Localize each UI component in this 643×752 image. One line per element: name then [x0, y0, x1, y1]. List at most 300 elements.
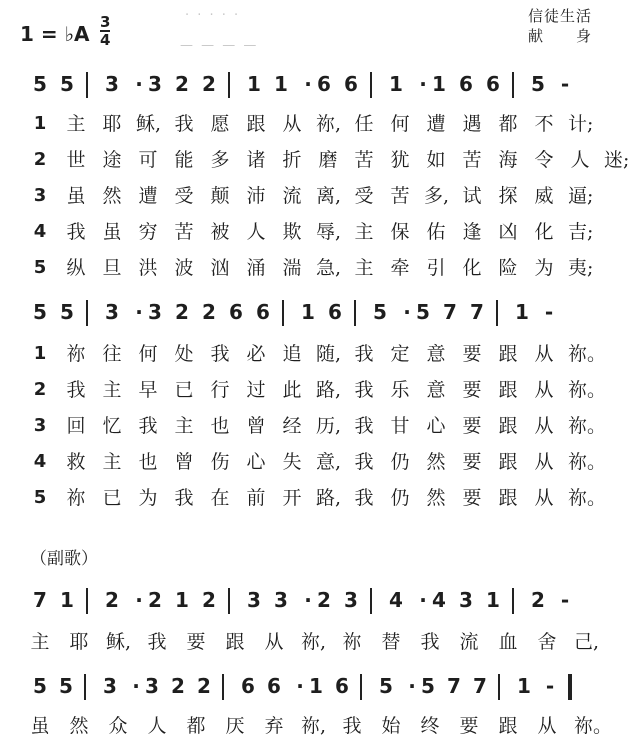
barline — [370, 72, 372, 98]
lyric-syllable: 遭 — [426, 113, 446, 135]
lyric-syllable: 跟 — [498, 487, 518, 509]
lyric-syllable: 何 — [138, 343, 158, 365]
note: 6 — [335, 674, 349, 698]
note: 7 — [33, 588, 47, 612]
barline — [86, 72, 88, 98]
lyric-syllable: 主 — [102, 379, 122, 401]
lyric-syllable: 为 — [534, 257, 554, 279]
lyric-syllable: 遇 — [462, 113, 482, 135]
lyric-row — [28, 378, 628, 402]
dot-mark: · — [419, 72, 427, 96]
barline — [282, 300, 284, 326]
lyric-syllable: 失 — [282, 451, 302, 473]
note: 3 — [105, 72, 119, 96]
note: 1 — [175, 588, 189, 612]
notation-row — [28, 674, 628, 698]
lyric-syllable: 受 — [354, 185, 374, 207]
note: 5 — [33, 72, 47, 96]
lyric-syllable: 为 — [138, 487, 158, 509]
lyric-syllable: 试 — [462, 185, 482, 207]
note: 6 — [267, 674, 281, 698]
lyric-syllable: 从 — [534, 343, 554, 365]
lyric-syllable: 夷; — [568, 257, 594, 279]
lyric-syllable: 血 — [498, 631, 518, 653]
lyric-syllable: 祢。 — [568, 487, 607, 509]
note: 4 — [389, 588, 403, 612]
lyric-syllable: 回 — [66, 415, 86, 437]
lyric-syllable: 险 — [498, 257, 518, 279]
lyric-syllable: 舍 — [537, 631, 557, 653]
lyric-syllable: 折 — [282, 149, 302, 171]
note: 2 — [531, 588, 545, 612]
lyric-syllable: 行 — [210, 379, 230, 401]
lyric-syllable: 多, — [424, 185, 450, 207]
dot-mark: · — [135, 588, 143, 612]
lyric-syllable: 意 — [426, 379, 446, 401]
lyric-syllable: 跟 — [498, 379, 518, 401]
lyric-syllable: 祢, — [301, 631, 327, 653]
lyric-syllable: 祢 — [66, 487, 86, 509]
lyric-syllable: 跟 — [498, 715, 518, 737]
lyric-syllable: 我 — [420, 631, 440, 653]
lyric-syllable: 遭 — [138, 185, 158, 207]
lyric-row — [28, 148, 628, 172]
lyric-syllable: 汹 — [210, 257, 230, 279]
barline — [512, 72, 514, 98]
dot-mark: · — [135, 300, 143, 324]
lyric-syllable: 耶 — [102, 113, 122, 135]
lyric-syllable: 救 — [66, 451, 86, 473]
note: 6 — [344, 72, 358, 96]
barline — [360, 674, 362, 700]
lyric-syllable: 然 — [426, 487, 446, 509]
lyric-syllable: 祢。 — [568, 343, 607, 365]
note: 5 — [60, 300, 74, 324]
verse-number: 3 — [33, 185, 47, 206]
lyric-row — [28, 414, 628, 438]
lyric-syllable: 主 — [174, 415, 194, 437]
note: 6 — [459, 72, 473, 96]
lyric-syllable: 要 — [462, 343, 482, 365]
lyric-syllable: 从 — [537, 715, 557, 737]
note: 1 — [301, 300, 315, 324]
lyric-syllable: 旦 — [102, 257, 122, 279]
lyric-syllable: 沛 — [246, 185, 266, 207]
lyric-syllable: 威 — [534, 185, 554, 207]
lyric-syllable: 从 — [534, 415, 554, 437]
source-theme: 献 身 — [528, 27, 593, 45]
lyric-syllable: 苦 — [462, 149, 482, 171]
lyric-syllable: 纵 — [66, 257, 86, 279]
lyric-syllable: 稣, — [136, 113, 162, 135]
lyric-syllable: 往 — [102, 343, 122, 365]
note: 1 — [274, 72, 288, 96]
barline — [222, 674, 224, 700]
lyric-syllable: 跟 — [225, 631, 245, 653]
dot-mark: · — [296, 674, 304, 698]
lyric-syllable: 迷; — [604, 149, 630, 171]
lyric-syllable: 祢。 — [574, 715, 613, 737]
note: 5 — [379, 674, 393, 698]
lyric-syllable: 心 — [246, 451, 266, 473]
verse-number: 4 — [33, 221, 47, 242]
note: 2 — [171, 674, 185, 698]
lyric-syllable: 辱, — [316, 221, 342, 243]
barline — [370, 588, 372, 614]
note: 7 — [470, 300, 484, 324]
lyric-syllable: 要 — [462, 487, 482, 509]
note: 3 — [459, 588, 473, 612]
note: 2 — [175, 72, 189, 96]
lyric-syllable: 祢, — [316, 113, 342, 135]
notation-row — [28, 72, 628, 96]
lyric-syllable: 随, — [316, 343, 342, 365]
barline — [354, 300, 356, 326]
note: 3 — [274, 588, 288, 612]
lyric-syllable: 从 — [282, 113, 302, 135]
final-barline — [568, 674, 572, 700]
lyric-syllable: 令 — [534, 149, 554, 171]
lyric-syllable: 也 — [210, 415, 230, 437]
note: 2 — [202, 72, 216, 96]
lyric-syllable: 人 — [246, 221, 266, 243]
lyric-syllable: 从 — [534, 451, 554, 473]
note: 1 — [389, 72, 403, 96]
lyric-syllable: 保 — [390, 221, 410, 243]
lyric-syllable: 任 — [354, 113, 374, 135]
lyric-syllable: 苦 — [174, 221, 194, 243]
note: 3 — [145, 674, 159, 698]
lyric-syllable: 引 — [426, 257, 446, 279]
lyric-syllable: 都 — [186, 715, 206, 737]
verse-number: 1 — [33, 113, 47, 134]
note: 6 — [241, 674, 255, 698]
verse-number: 2 — [33, 379, 47, 400]
lyric-syllable: 要 — [462, 379, 482, 401]
lyric-syllable: 从 — [534, 379, 554, 401]
note: 1 — [309, 674, 323, 698]
lyric-syllable: 主 — [354, 257, 374, 279]
lyric-syllable: 我 — [147, 631, 167, 653]
lyric-syllable: 要 — [462, 415, 482, 437]
note: 5 — [60, 72, 74, 96]
lyric-syllable: 犹 — [390, 149, 410, 171]
time-signature — [100, 14, 110, 48]
lyric-syllable: 我 — [354, 343, 374, 365]
note: 5 — [416, 300, 430, 324]
lyric-syllable: 苦 — [354, 149, 374, 171]
lyric-syllable: 欺 — [282, 221, 302, 243]
lyric-syllable: 虽 — [30, 715, 50, 737]
note: 7 — [447, 674, 461, 698]
lyric-syllable: 急, — [316, 257, 342, 279]
lyric-syllable: 我 — [354, 451, 374, 473]
barline — [228, 72, 230, 98]
note: 1 — [517, 674, 531, 698]
dot-mark: · — [403, 300, 411, 324]
note: 5 — [531, 72, 545, 96]
lyric-syllable: 祢。 — [568, 415, 607, 437]
lyric-syllable: 稣, — [106, 631, 132, 653]
note: 2 — [148, 588, 162, 612]
note: 3 — [344, 588, 358, 612]
note: 6 — [328, 300, 342, 324]
note: 1 — [247, 72, 261, 96]
lyric-syllable: 我 — [66, 379, 86, 401]
dot-mark: · — [419, 588, 427, 612]
lyric-row — [28, 486, 628, 510]
lyric-syllable: 耶 — [69, 631, 89, 653]
lyric-syllable: 要 — [459, 715, 479, 737]
dot-mark: · — [304, 72, 312, 96]
lyric-syllable: 逼; — [568, 185, 594, 207]
lyric-syllable: 众 — [108, 715, 128, 737]
lyric-syllable: 湍 — [282, 257, 302, 279]
lyric-syllable: 跟 — [246, 113, 266, 135]
note: 2 — [202, 300, 216, 324]
verse-number: 3 — [33, 415, 47, 436]
lyric-syllable: 愿 — [210, 113, 230, 135]
lyric-syllable: 牵 — [390, 257, 410, 279]
lyric-syllable: 心 — [426, 415, 446, 437]
bleed-mark: — — — — — [180, 38, 259, 53]
lyric-syllable: 波 — [174, 257, 194, 279]
lyric-syllable: 主 — [354, 221, 374, 243]
dash-mark: - — [560, 588, 570, 612]
note: 2 — [105, 588, 119, 612]
lyric-syllable: 必 — [246, 343, 266, 365]
lyric-syllable: 世 — [66, 149, 86, 171]
lyric-syllable: 穷 — [138, 221, 158, 243]
lyric-syllable: 途 — [102, 149, 122, 171]
note: 1 — [486, 588, 500, 612]
verse-number: 5 — [33, 487, 47, 508]
lyric-syllable: 忆 — [102, 415, 122, 437]
lyric-syllable: 探 — [498, 185, 518, 207]
lyric-syllable: 颠 — [210, 185, 230, 207]
lyric-syllable: 诸 — [246, 149, 266, 171]
lyric-syllable: 曾 — [246, 415, 266, 437]
lyric-row — [28, 714, 628, 738]
bleed-mark: · · · · · — [185, 8, 241, 23]
note: 6 — [256, 300, 270, 324]
lyric-syllable: 意, — [316, 451, 342, 473]
key-signature: 1 = ♭A — [20, 22, 90, 46]
lyric-syllable: 我 — [354, 415, 374, 437]
lyric-syllable: 路, — [316, 379, 342, 401]
barline — [498, 674, 500, 700]
barline — [86, 588, 88, 614]
lyric-syllable: 多 — [210, 149, 230, 171]
lyric-syllable: 离, — [316, 185, 342, 207]
lyric-syllable: 要 — [186, 631, 206, 653]
lyric-syllable: 历, — [316, 415, 342, 437]
lyric-row — [28, 220, 628, 244]
lyric-syllable: 人 — [570, 149, 590, 171]
note: 5 — [33, 300, 47, 324]
lyric-syllable: 早 — [138, 379, 158, 401]
lyric-syllable: 受 — [174, 185, 194, 207]
verse-number: 5 — [33, 257, 47, 278]
lyric-syllable: 吉; — [568, 221, 594, 243]
lyric-syllable: 我 — [174, 113, 194, 135]
dot-mark: · — [132, 674, 140, 698]
notation-row — [28, 588, 628, 612]
barline — [496, 300, 498, 326]
lyric-syllable: 我 — [66, 221, 86, 243]
lyric-syllable: 祢。 — [568, 379, 607, 401]
lyric-syllable: 主 — [66, 113, 86, 135]
lyric-syllable: 化 — [534, 221, 554, 243]
dash-mark: - — [544, 300, 554, 324]
lyric-syllable: 跟 — [498, 451, 518, 473]
lyric-syllable: 从 — [264, 631, 284, 653]
lyric-syllable: 意 — [426, 343, 446, 365]
lyric-syllable: 始 — [381, 715, 401, 737]
note: 3 — [103, 674, 117, 698]
lyric-syllable: 也 — [138, 451, 158, 473]
lyric-syllable: 祢, — [301, 715, 327, 737]
lyric-syllable: 祢 — [66, 343, 86, 365]
lyric-row — [28, 450, 628, 474]
lyric-syllable: 我 — [210, 343, 230, 365]
lyric-syllable: 不 — [534, 113, 554, 135]
lyric-syllable: 人 — [147, 715, 167, 737]
lyric-syllable: 已 — [174, 379, 194, 401]
hymn-source — [528, 6, 592, 46]
lyric-syllable: 主 — [30, 631, 50, 653]
dot-mark: · — [304, 588, 312, 612]
lyric-syllable: 我 — [342, 715, 362, 737]
lyric-syllable: 跟 — [498, 343, 518, 365]
lyric-syllable: 伤 — [210, 451, 230, 473]
lyric-syllable: 佑 — [426, 221, 446, 243]
lyric-syllable: 然 — [102, 185, 122, 207]
lyric-syllable: 追 — [282, 343, 302, 365]
lyric-syllable: 可 — [138, 149, 158, 171]
lyric-syllable: 跟 — [498, 415, 518, 437]
lyric-syllable: 已 — [102, 487, 122, 509]
barline — [86, 300, 88, 326]
lyric-syllable: 祢 — [342, 631, 362, 653]
note: 6 — [317, 72, 331, 96]
verse-number: 4 — [33, 451, 47, 472]
meter-top: 3 — [100, 13, 111, 31]
lyric-syllable: 凶 — [498, 221, 518, 243]
note: 4 — [432, 588, 446, 612]
lyric-syllable: 我 — [138, 415, 158, 437]
note: 7 — [443, 300, 457, 324]
note: 5 — [373, 300, 387, 324]
lyric-syllable: 如 — [426, 149, 446, 171]
lyric-syllable: 定 — [390, 343, 410, 365]
lyric-syllable: 仍 — [390, 487, 410, 509]
barline — [228, 588, 230, 614]
note: 2 — [317, 588, 331, 612]
lyric-syllable: 要 — [462, 451, 482, 473]
lyric-syllable: 终 — [420, 715, 440, 737]
barline — [84, 674, 86, 700]
lyric-syllable: 此 — [282, 379, 302, 401]
source-category: 信徒生活 — [528, 7, 593, 25]
note: 3 — [148, 300, 162, 324]
barline — [512, 588, 514, 614]
lyric-syllable: 祢。 — [568, 451, 607, 473]
note: 6 — [229, 300, 243, 324]
lyric-syllable: 洪 — [138, 257, 158, 279]
lyric-syllable: 海 — [498, 149, 518, 171]
lyric-syllable: 然 — [426, 451, 446, 473]
lyric-row — [28, 184, 628, 208]
meter-bottom: 4 — [100, 31, 111, 49]
lyric-syllable: 前 — [246, 487, 266, 509]
note: 3 — [247, 588, 261, 612]
lyric-syllable: 被 — [210, 221, 230, 243]
lyric-syllable: 处 — [174, 343, 194, 365]
lyric-syllable: 计; — [568, 113, 594, 135]
dot-mark: · — [408, 674, 416, 698]
lyric-syllable: 我 — [354, 487, 374, 509]
lyric-syllable: 然 — [69, 715, 89, 737]
note: 2 — [175, 300, 189, 324]
lyric-syllable: 何 — [390, 113, 410, 135]
lyric-syllable: 仍 — [390, 451, 410, 473]
lyric-syllable: 替 — [381, 631, 401, 653]
lyric-row — [28, 342, 628, 366]
lyric-syllable: 过 — [246, 379, 266, 401]
lyric-syllable: 虽 — [66, 185, 86, 207]
lyric-syllable: 曾 — [174, 451, 194, 473]
lyric-syllable: 弃 — [264, 715, 284, 737]
notation-row — [28, 300, 628, 324]
lyric-syllable: 我 — [354, 379, 374, 401]
lyric-syllable: 乐 — [390, 379, 410, 401]
lyric-syllable: 己, — [574, 631, 600, 653]
lyric-syllable: 化 — [462, 257, 482, 279]
note: 1 — [60, 588, 74, 612]
note: 1 — [515, 300, 529, 324]
note: 5 — [421, 674, 435, 698]
note: 2 — [197, 674, 211, 698]
lyric-syllable: 虽 — [102, 221, 122, 243]
lyric-syllable: 磨 — [318, 149, 338, 171]
note: 2 — [202, 588, 216, 612]
lyric-row — [28, 256, 628, 280]
lyric-syllable: 甘 — [390, 415, 410, 437]
verse-number: 2 — [33, 149, 47, 170]
lyric-syllable: 开 — [282, 487, 302, 509]
lyric-syllable: 我 — [174, 487, 194, 509]
dot-mark: · — [135, 72, 143, 96]
lyric-syllable: 主 — [102, 451, 122, 473]
lyric-syllable: 经 — [282, 415, 302, 437]
lyric-syllable: 厌 — [225, 715, 245, 737]
lyric-syllable: 路, — [316, 487, 342, 509]
dash-mark: - — [560, 72, 570, 96]
lyric-syllable: 都 — [498, 113, 518, 135]
lyric-syllable: 流 — [282, 185, 302, 207]
note: 3 — [105, 300, 119, 324]
note: 5 — [33, 674, 47, 698]
lyric-syllable: 在 — [210, 487, 230, 509]
lyric-row — [28, 630, 628, 654]
lyric-syllable: 流 — [459, 631, 479, 653]
lyric-row — [28, 112, 628, 136]
note: 7 — [473, 674, 487, 698]
lyric-syllable: 苦 — [390, 185, 410, 207]
verse-number: 1 — [33, 343, 47, 364]
note: 6 — [486, 72, 500, 96]
